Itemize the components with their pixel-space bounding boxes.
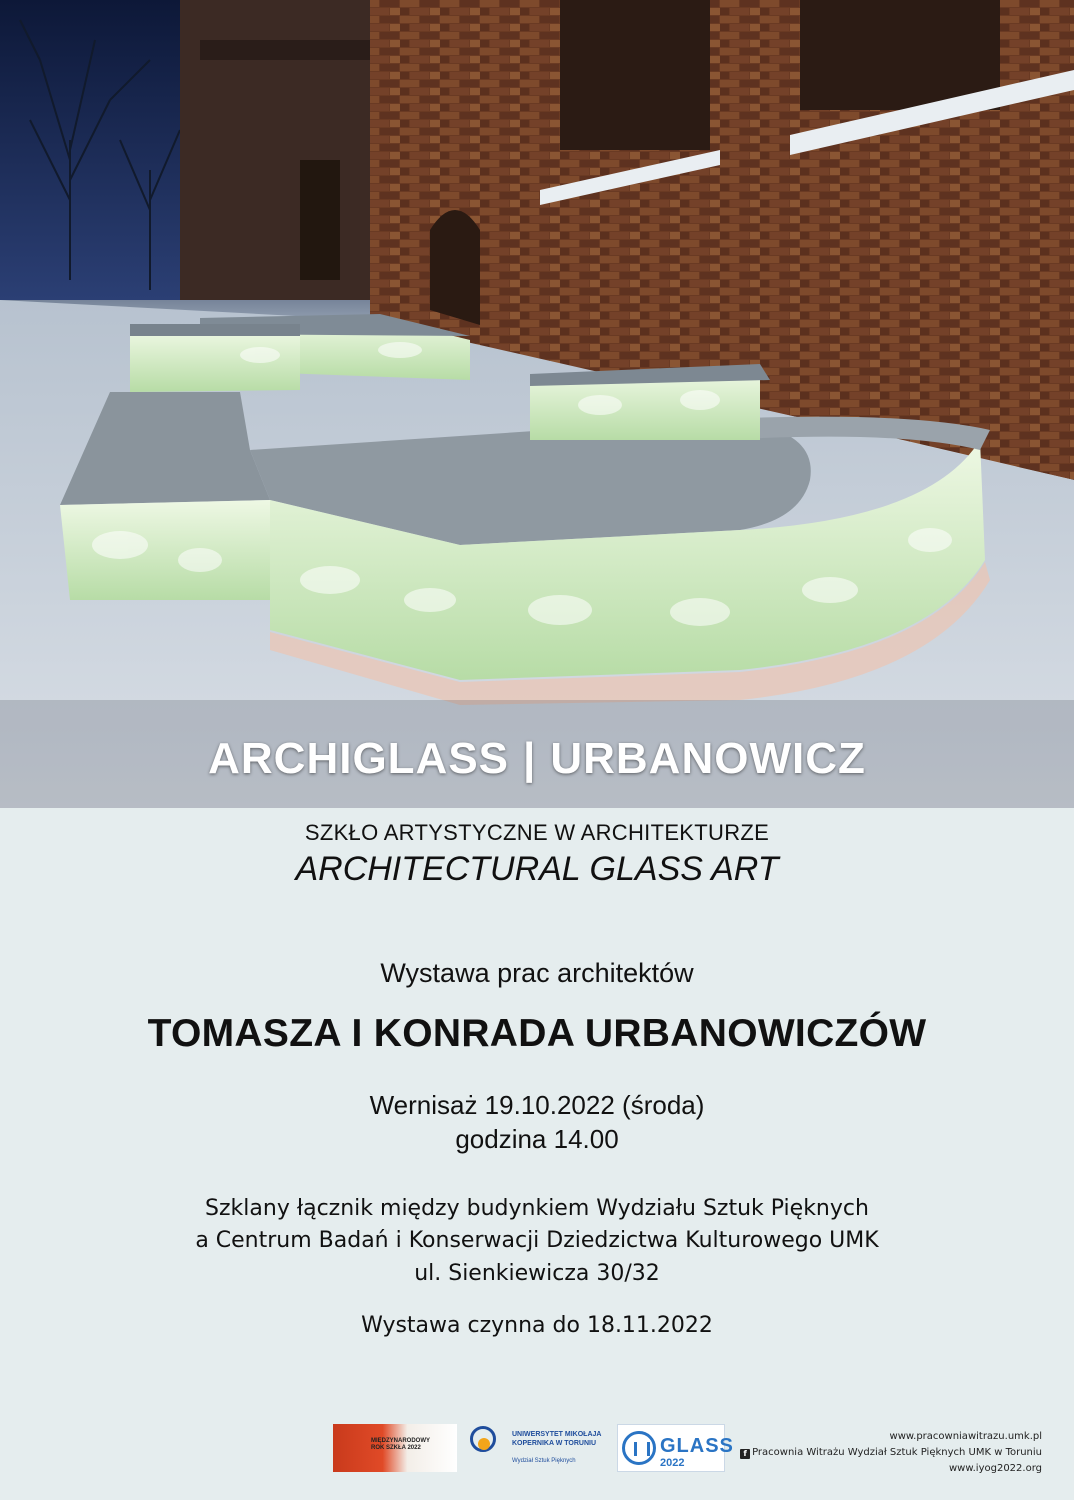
title-separator: | <box>523 734 537 783</box>
venue-line-1: Szklany łącznik między budynkiem Wydziału Sztuk Pięknych <box>205 1196 869 1221</box>
facebook-icon: f <box>740 1449 750 1459</box>
iyog-word: GLASS <box>660 1435 734 1457</box>
architect-names: TOMASZA I KONRADA URBANOWICZÓW <box>147 1012 927 1055</box>
venue-address: ul. Sienkiewicza 30/32 <box>414 1261 660 1286</box>
umk-department: Wydział Sztuk Pięknych <box>512 1458 576 1464</box>
subtitle-english: ARCHITECTURAL GLASS ART <box>295 850 779 888</box>
subtitle-polish: SZKŁO ARTYSTYCZNE W ARCHITEKTURZE <box>304 820 770 845</box>
opening-hour: godzina 14.00 <box>455 1124 619 1154</box>
venue-line-2: a Centrum Badań i Konserwacji Dziedzictwa Kulturowego UMK <box>195 1228 879 1253</box>
glass-year-label: MIĘDZYNARODOWY ROK SZKŁA 2022 <box>371 1438 430 1451</box>
exhibition-intro: Wystawa prac architektów <box>380 958 694 988</box>
iyog-year: 2022 <box>660 1457 685 1469</box>
opening-date: Wernisaż 19.10.2022 (środa) <box>369 1090 705 1120</box>
footer-links <box>740 1429 1042 1477</box>
iyog-emblem-icon <box>622 1431 656 1465</box>
umk-logo <box>466 1424 610 1472</box>
facebook-link[interactable] <box>740 1445 1042 1461</box>
umk-name: UNIWERSYTET MIKOŁAJA KOPERNIKA W TORUNIU <box>512 1431 602 1447</box>
iyog-logo <box>617 1424 734 1472</box>
closing-date: Wystawa czynna do 18.11.2022 <box>361 1313 713 1338</box>
title-urbanowicz: URBANOWICZ <box>550 734 866 783</box>
website-link[interactable]: www.pracowniawitrazu.umk.pl <box>889 1431 1042 1442</box>
title-archiglass: ARCHIGLASS <box>208 734 510 783</box>
facebook-label: Pracownia Witrażu Wydział Sztuk Pięknych UMK w Toruniu <box>752 1447 1042 1458</box>
iyog-website-link[interactable]: www.iyog2022.org <box>949 1463 1042 1474</box>
umk-sun-icon <box>478 1438 490 1450</box>
glass-year-logo <box>333 1424 457 1472</box>
poster-title <box>0 734 1074 784</box>
